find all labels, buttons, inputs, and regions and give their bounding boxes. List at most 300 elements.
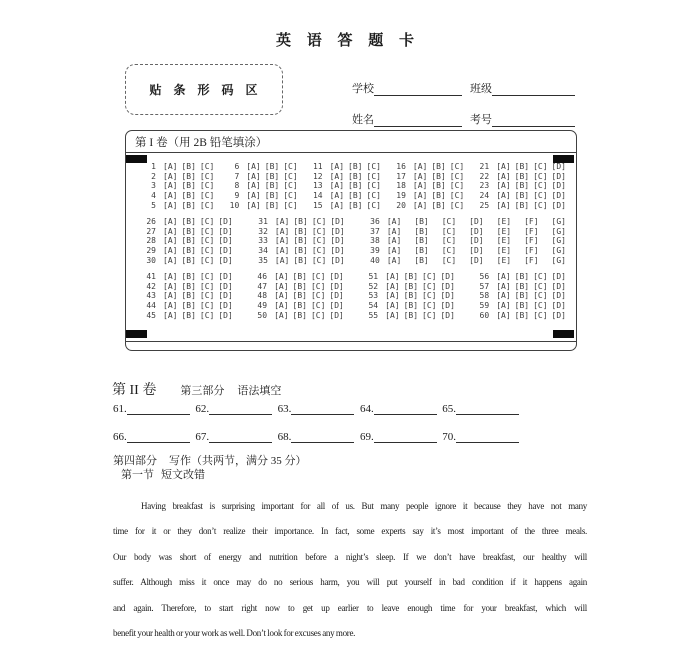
answer-bubble-40-G[interactable]: [G] [551, 255, 566, 265]
answer-bubble-24-A[interactable]: [A] [496, 191, 511, 201]
answer-bubble-3-A[interactable]: [A] [163, 181, 178, 191]
answer-bubble-25-D[interactable]: [D] [551, 200, 566, 210]
answer-bubble-21-A[interactable]: [A] [496, 162, 511, 172]
question-number-33: 33 [258, 236, 268, 246]
answer-bubble-40-C[interactable]: [C] [441, 255, 457, 265]
answer-bubble-47-B[interactable]: [B] [292, 281, 307, 291]
answer-bubble-30-B[interactable]: [B] [181, 255, 196, 265]
answer-bubble-37-B[interactable]: [B] [414, 226, 429, 236]
answer-bubble-44-D[interactable]: [D] [218, 301, 233, 311]
answer-bubble-51-C[interactable]: [C] [422, 272, 437, 282]
answer-bubble-13-C[interactable]: [C] [366, 181, 381, 191]
answer-bubble-16-A[interactable]: [A] [412, 162, 428, 172]
answer-bubble-30-D[interactable]: [D] [218, 255, 233, 265]
answer-bubble-17-A[interactable]: [A] [412, 171, 428, 181]
question-number-4: 4 [151, 191, 156, 201]
answer-bubble-58-D[interactable]: [D] [551, 291, 566, 301]
answer-bubble-57-A[interactable]: [A] [496, 281, 511, 291]
essay-line-6: benefit your health or your work as well. Don’t look for excuses any more. [113, 628, 356, 639]
answer-bubble-22-D[interactable]: [D] [551, 171, 566, 181]
answer-bubble-4-B[interactable]: [B] [181, 191, 196, 201]
answer-bubble-10-A[interactable]: [A] [246, 200, 261, 210]
answer-bubble-36-C[interactable]: [C] [441, 217, 457, 227]
answer-bubble-52-A[interactable]: [A] [385, 281, 400, 291]
blank-input-line-61[interactable] [127, 402, 190, 415]
answer-bubble-28-C[interactable]: [C] [199, 236, 215, 246]
answer-row-15 [309, 200, 381, 210]
blank-input-line-69[interactable] [374, 430, 437, 443]
answer-bubble-35-D[interactable]: [D] [330, 255, 345, 265]
answer-bubble-47-A[interactable]: [A] [274, 281, 289, 291]
answer-row-37 [366, 227, 566, 237]
answer-bubble-38-E[interactable]: [E] [496, 236, 512, 246]
answer-bubble-8-A[interactable]: [A] [246, 181, 261, 191]
answer-bubble-7-C[interactable]: [C] [283, 171, 298, 181]
blank-input-line-66[interactable] [127, 430, 190, 443]
answer-bubble-6-B[interactable]: [B] [264, 162, 280, 172]
answer-bubble-12-B[interactable]: [B] [348, 171, 363, 181]
answer-bubble-54-D[interactable]: [D] [440, 301, 455, 311]
answer-bubble-53-D[interactable]: [D] [440, 291, 455, 301]
answer-bubble-50-A[interactable]: [A] [274, 310, 289, 320]
answer-bubble-48-B[interactable]: [B] [292, 291, 307, 301]
answer-bubble-38-F[interactable]: [F] [524, 236, 539, 246]
answer-row-47 [253, 282, 344, 292]
answer-bubble-20-B[interactable]: [B] [431, 200, 446, 210]
answer-bubble-60-C[interactable]: [C] [533, 310, 548, 320]
answer-bubble-23-A[interactable]: [A] [496, 181, 511, 191]
answer-bubble-27-B[interactable]: [B] [181, 226, 196, 236]
question-number-45: 45 [146, 310, 156, 320]
answer-bubble-59-C[interactable]: [C] [533, 301, 548, 311]
answer-bubble-52-D[interactable]: [D] [440, 281, 455, 291]
answer-bubble-26-A[interactable]: [A] [163, 217, 178, 227]
answer-bubble-20-C[interactable]: [C] [449, 200, 465, 210]
answer-bubble-5-C[interactable]: [C] [199, 200, 215, 210]
answer-bubble-58-C[interactable]: [C] [533, 291, 548, 301]
answer-bubble-35-A[interactable]: [A] [274, 255, 290, 265]
answer-bubble-35-C[interactable]: [C] [311, 255, 327, 265]
answer-row-53 [364, 291, 455, 301]
answer-bubble-21-B[interactable]: [B] [514, 162, 530, 172]
answer-bubble-25-B[interactable]: [B] [514, 200, 530, 210]
answer-bubble-39-F[interactable]: [F] [524, 246, 539, 256]
answer-bubble-43-B[interactable]: [B] [181, 291, 196, 301]
answer-bubble-20-A[interactable]: [A] [412, 200, 428, 210]
answer-bubble-8-C[interactable]: [C] [283, 181, 298, 191]
answer-bubble-38-A[interactable]: [A] [386, 236, 402, 246]
answer-bubble-38-C[interactable]: [C] [441, 236, 457, 246]
answer-bubble-50-D[interactable]: [D] [329, 310, 344, 320]
answer-bubble-36-E[interactable]: [E] [496, 217, 512, 227]
answer-bubble-8-B[interactable]: [B] [264, 181, 280, 191]
answer-bubble-4-A[interactable]: [A] [163, 191, 178, 201]
answer-bubble-24-C[interactable]: [C] [533, 191, 548, 201]
answer-bubble-36-B[interactable]: [B] [414, 217, 429, 227]
answer-bubble-2-C[interactable]: [C] [199, 171, 215, 181]
answer-bubble-59-D[interactable]: [D] [551, 301, 566, 311]
answer-bubble-56-B[interactable]: [B] [514, 272, 530, 282]
answer-bubble-29-D[interactable]: [D] [218, 246, 233, 256]
answer-bubble-48-A[interactable]: [A] [274, 291, 289, 301]
blank-input-line-65[interactable] [456, 402, 519, 415]
answer-bubble-56-A[interactable]: [A] [496, 272, 511, 282]
grammar-blank-67 [195, 428, 272, 443]
answer-bubble-3-C[interactable]: [C] [199, 181, 215, 191]
blank-row-1 [113, 400, 519, 415]
answer-bubble-39-G[interactable]: [G] [551, 246, 566, 256]
answer-bubble-60-B[interactable]: [B] [514, 310, 530, 320]
answer-bubble-2-A[interactable]: [A] [163, 171, 178, 181]
grammar-blank-70 [442, 428, 519, 443]
answer-bubble-30-C[interactable]: [C] [199, 255, 215, 265]
answer-bubble-51-A[interactable]: [A] [385, 272, 400, 282]
answer-bubble-29-B[interactable]: [B] [181, 246, 196, 256]
answer-bubble-1-B[interactable]: [B] [181, 162, 196, 172]
exam-no-field [470, 111, 575, 127]
answer-bubble-47-D[interactable]: [D] [329, 281, 344, 291]
answer-bubble-49-D[interactable]: [D] [329, 301, 344, 311]
answer-row-24 [475, 191, 566, 201]
answer-bubble-11-A[interactable]: [A] [329, 162, 345, 172]
answer-bubble-39-B[interactable]: [B] [414, 246, 429, 256]
answer-row-35 [254, 255, 345, 265]
answer-bubble-21-C[interactable]: [C] [533, 162, 548, 172]
answer-bubble-34-B[interactable]: [B] [293, 246, 308, 256]
answer-bubble-32-A[interactable]: [A] [274, 226, 290, 236]
answer-row-2 [142, 172, 214, 182]
answer-bubble-13-A[interactable]: [A] [329, 181, 345, 191]
question-number-6: 6 [234, 162, 240, 172]
answer-bubble-17-B[interactable]: [B] [431, 171, 446, 181]
blank-input-line-68[interactable] [291, 430, 354, 443]
answer-bubble-55-A[interactable]: [A] [385, 310, 400, 320]
answer-bubble-54-C[interactable]: [C] [422, 301, 437, 311]
answer-bubble-33-A[interactable]: [A] [274, 236, 290, 246]
answer-bubble-37-D[interactable]: [D] [469, 226, 484, 236]
answer-bubble-6-C[interactable]: [C] [283, 162, 298, 172]
blank-number-63: 63. [277, 403, 292, 415]
answer-bubble-41-B[interactable]: [B] [181, 272, 196, 282]
answer-bubble-39-C[interactable]: [C] [441, 246, 457, 256]
answer-bubble-43-A[interactable]: [A] [163, 291, 178, 301]
answer-column-16-20 [392, 162, 464, 210]
answer-bubble-14-B[interactable]: [B] [348, 191, 363, 201]
answer-bubble-59-B[interactable]: [B] [514, 301, 530, 311]
question-number-43: 43 [146, 291, 156, 301]
answer-bubble-41-C[interactable]: [C] [199, 272, 215, 282]
answer-bubble-14-C[interactable]: [C] [366, 191, 381, 201]
answer-bubble-9-C[interactable]: [C] [283, 191, 298, 201]
answer-bubble-42-A[interactable]: [A] [163, 281, 178, 291]
answer-bubble-26-C[interactable]: [C] [199, 217, 215, 227]
blank-input-line-67[interactable] [209, 430, 272, 443]
answer-bubble-46-A[interactable]: [A] [274, 272, 289, 282]
answer-bubble-21-D[interactable]: [D] [551, 162, 566, 172]
answer-bubble-38-G[interactable]: [G] [551, 236, 566, 246]
answer-bubble-40-F[interactable]: [F] [524, 255, 539, 265]
answer-row-52 [364, 282, 455, 292]
answer-bubble-5-A[interactable]: [A] [163, 200, 178, 210]
answer-bubble-18-B[interactable]: [B] [431, 181, 446, 191]
page-title: 英 语 答 题 卡 [275, 33, 420, 49]
answer-bubble-42-C[interactable]: [C] [199, 281, 215, 291]
answer-bubble-18-C[interactable]: [C] [449, 181, 465, 191]
grammar-blank-61 [113, 400, 190, 415]
answer-bubble-12-C[interactable]: [C] [366, 171, 381, 181]
answer-bubble-31-C[interactable]: [C] [311, 217, 327, 227]
name-input-line[interactable] [374, 113, 462, 127]
answer-bubble-46-D[interactable]: [D] [329, 272, 344, 282]
answer-bubble-23-B[interactable]: [B] [514, 181, 530, 191]
answer-bubble-48-D[interactable]: [D] [329, 291, 344, 301]
answer-bubble-15-C[interactable]: [C] [366, 200, 381, 210]
answer-bubble-22-B[interactable]: [B] [514, 171, 530, 181]
answer-bubble-13-B[interactable]: [B] [348, 181, 363, 191]
answer-bubble-38-B[interactable]: [B] [414, 236, 429, 246]
answer-bubble-46-B[interactable]: [B] [292, 272, 307, 282]
answer-bubble-49-C[interactable]: [C] [310, 301, 326, 311]
answer-bubble-60-A[interactable]: [A] [496, 310, 511, 320]
answer-row-49 [253, 301, 344, 311]
answer-bubble-55-C[interactable]: [C] [422, 310, 437, 320]
answer-bubble-46-C[interactable]: [C] [310, 272, 326, 282]
answer-bubble-43-D[interactable]: [D] [218, 291, 233, 301]
answer-bubble-28-A[interactable]: [A] [163, 236, 178, 246]
answer-bubble-19-A[interactable]: [A] [412, 191, 428, 201]
answer-bubble-7-A[interactable]: [A] [246, 171, 261, 181]
answer-bubble-31-D[interactable]: [D] [330, 217, 345, 227]
answer-bubble-10-C[interactable]: [C] [283, 200, 298, 210]
class-input-line[interactable] [492, 82, 575, 96]
answer-bubble-36-A[interactable]: [A] [386, 217, 402, 227]
answer-bubble-9-A[interactable]: [A] [246, 191, 261, 201]
answer-bubble-9-B[interactable]: [B] [264, 191, 280, 201]
answer-row-3 [142, 181, 214, 191]
answer-bubble-53-B[interactable]: [B] [403, 291, 419, 301]
answer-bubble-40-A[interactable]: [A] [386, 255, 402, 265]
answer-bubble-16-B[interactable]: [B] [431, 162, 446, 172]
answer-bubble-26-B[interactable]: [B] [181, 217, 196, 227]
answer-bubble-27-C[interactable]: [C] [199, 226, 215, 236]
answer-bubble-51-B[interactable]: [B] [403, 272, 419, 282]
answer-bubble-5-B[interactable]: [B] [181, 200, 196, 210]
answer-bubble-7-B[interactable]: [B] [264, 171, 280, 181]
answer-bubble-2-B[interactable]: [B] [181, 171, 196, 181]
answer-bubble-15-A[interactable]: [A] [329, 200, 345, 210]
answer-bubble-45-C[interactable]: [C] [199, 310, 215, 320]
answer-bubble-31-B[interactable]: [B] [293, 217, 308, 227]
answer-bubble-44-C[interactable]: [C] [199, 301, 215, 311]
answer-bubble-26-D[interactable]: [D] [218, 217, 233, 227]
answer-bubble-15-B[interactable]: [B] [348, 200, 363, 210]
answer-bubble-1-C[interactable]: [C] [199, 162, 215, 172]
answer-bubble-14-A[interactable]: [A] [329, 191, 345, 201]
school-field [352, 80, 462, 96]
answer-bubble-18-A[interactable]: [A] [412, 181, 428, 191]
answer-bubble-32-D[interactable]: [D] [330, 226, 345, 236]
answer-bubble-32-B[interactable]: [B] [293, 226, 308, 236]
answer-bubble-16-C[interactable]: [C] [449, 162, 465, 172]
answer-column-36-40 [366, 217, 566, 265]
answer-bubble-54-A[interactable]: [A] [385, 301, 400, 311]
answer-bubble-32-C[interactable]: [C] [311, 226, 327, 236]
answer-bubble-48-C[interactable]: [C] [310, 291, 326, 301]
answer-bubble-1-A[interactable]: [A] [163, 162, 178, 172]
answer-bubble-29-C[interactable]: [C] [199, 246, 215, 256]
answer-bubble-37-E[interactable]: [E] [496, 226, 512, 236]
answer-bubble-19-C[interactable]: [C] [449, 191, 465, 201]
answer-bubble-55-D[interactable]: [D] [440, 310, 455, 320]
exam-no-input-line[interactable] [492, 113, 575, 127]
answer-bubble-49-B[interactable]: [B] [292, 301, 307, 311]
answer-bubble-44-A[interactable]: [A] [163, 301, 178, 311]
answer-bubble-45-D[interactable]: [D] [218, 310, 233, 320]
question-number-2: 2 [151, 171, 156, 181]
answer-bubble-44-B[interactable]: [B] [181, 301, 196, 311]
answer-bubble-45-A[interactable]: [A] [163, 310, 178, 320]
answer-bubble-39-E[interactable]: [E] [496, 246, 512, 256]
answer-bubble-37-F[interactable]: [F] [524, 226, 539, 236]
answer-bubble-37-G[interactable]: [G] [551, 226, 566, 236]
blank-input-line-62[interactable] [209, 402, 272, 415]
answer-column-11-15 [309, 162, 381, 210]
answer-bubble-41-D[interactable]: [D] [218, 272, 233, 282]
answer-bubble-56-D[interactable]: [D] [551, 272, 566, 282]
blank-input-line-64[interactable] [374, 402, 437, 415]
answer-bubble-36-F[interactable]: [F] [524, 217, 539, 227]
school-input-line[interactable] [374, 82, 462, 96]
answer-row-21 [475, 162, 566, 172]
question-number-1: 1 [151, 162, 156, 172]
answer-bubble-60-D[interactable]: [D] [551, 310, 566, 320]
answer-bubble-10-B[interactable]: [B] [264, 200, 280, 210]
answer-bubble-45-B[interactable]: [B] [181, 310, 196, 320]
answer-bubble-17-C[interactable]: [C] [449, 171, 465, 181]
answer-bubble-28-B[interactable]: [B] [181, 236, 196, 246]
answer-bubble-51-D[interactable]: [D] [440, 272, 455, 282]
answer-bubble-58-A[interactable]: [A] [496, 291, 511, 301]
answer-bubble-29-A[interactable]: [A] [163, 246, 178, 256]
answer-bubble-23-C[interactable]: [C] [533, 181, 548, 191]
answer-bubble-43-C[interactable]: [C] [199, 291, 215, 301]
answer-row-22 [475, 172, 566, 182]
section4-name: 写作（共两节，满分 35 分） [169, 455, 307, 467]
answer-bubble-24-B[interactable]: [B] [514, 191, 530, 201]
answer-bubble-40-E[interactable]: [E] [496, 255, 512, 265]
answer-column-31-35 [254, 217, 345, 265]
answer-bubble-36-G[interactable]: [G] [551, 217, 566, 227]
answer-row-18 [392, 181, 464, 191]
answer-bubble-19-B[interactable]: [B] [431, 191, 446, 201]
answer-bubble-34-D[interactable]: [D] [330, 246, 345, 256]
answer-bubble-41-A[interactable]: [A] [163, 272, 178, 282]
answer-bubble-34-A[interactable]: [A] [274, 246, 290, 256]
answer-bubble-50-B[interactable]: [B] [292, 310, 307, 320]
answer-bubble-33-C[interactable]: [C] [311, 236, 327, 246]
answer-row-7 [225, 172, 297, 182]
answer-bubble-36-D[interactable]: [D] [469, 217, 484, 227]
answer-bubble-31-A[interactable]: [A] [274, 217, 290, 227]
answer-bubble-11-C[interactable]: [C] [366, 162, 381, 172]
question-number-14: 14 [312, 191, 323, 201]
answer-bubble-24-D[interactable]: [D] [551, 191, 566, 201]
answer-bubble-34-C[interactable]: [C] [311, 246, 327, 256]
answer-bubble-33-B[interactable]: [B] [293, 236, 308, 246]
answer-bubble-12-A[interactable]: [A] [329, 171, 345, 181]
answer-row-55 [364, 310, 455, 320]
grammar-blank-63 [278, 400, 355, 415]
question-number-50: 50 [257, 310, 268, 320]
answer-bubble-22-C[interactable]: [C] [533, 171, 548, 181]
answer-bubble-4-C[interactable]: [C] [199, 191, 215, 201]
answer-row-39 [366, 246, 566, 256]
answer-bubble-59-A[interactable]: [A] [496, 301, 511, 311]
blank-input-line-63[interactable] [291, 402, 354, 415]
answer-row-27 [142, 227, 233, 237]
answer-bubble-53-A[interactable]: [A] [385, 291, 400, 301]
question-number-22: 22 [479, 171, 490, 181]
answer-bubble-50-C[interactable]: [C] [310, 310, 326, 320]
question-number-27: 27 [146, 226, 156, 236]
answer-bubble-23-D[interactable]: [D] [551, 181, 566, 191]
answer-bubble-55-B[interactable]: [B] [403, 310, 419, 320]
answer-bubble-57-C[interactable]: [C] [533, 281, 548, 291]
answer-bubble-25-C[interactable]: [C] [533, 200, 548, 210]
essay-line-1: Having breakfast is surprising important for all of us. But many people ignore it because they have not many [141, 501, 587, 511]
answer-bubble-30-A[interactable]: [A] [163, 255, 178, 265]
answer-bubble-28-D[interactable]: [D] [218, 236, 233, 246]
answer-bubble-27-D[interactable]: [D] [218, 226, 233, 236]
answer-column-41-45 [142, 272, 233, 320]
essay-line-2: time for it or they don’t realize their importance. In fact, some experts say it’s most important of the three meals. [113, 526, 587, 537]
answer-bubble-57-D[interactable]: [D] [551, 281, 566, 291]
answer-bubble-47-C[interactable]: [C] [310, 281, 326, 291]
answer-row-16 [392, 162, 464, 172]
answer-bubble-40-B[interactable]: [B] [414, 255, 429, 265]
answer-bubble-52-C[interactable]: [C] [422, 281, 437, 291]
answer-bubble-38-D[interactable]: [D] [469, 236, 484, 246]
answer-bubble-42-D[interactable]: [D] [218, 281, 233, 291]
answer-row-45 [142, 310, 233, 320]
answer-row-41 [142, 272, 233, 282]
answer-bubble-49-A[interactable]: [A] [274, 301, 289, 311]
grammar-blank-68 [278, 428, 355, 443]
answer-bubble-56-C[interactable]: [C] [533, 272, 548, 282]
answer-bubble-27-A[interactable]: [A] [163, 226, 178, 236]
answer-bubble-37-C[interactable]: [C] [441, 226, 457, 236]
answer-bubble-22-A[interactable]: [A] [496, 171, 511, 181]
answer-bubble-33-D[interactable]: [D] [330, 236, 345, 246]
answer-column-1-5 [142, 162, 214, 210]
answer-bubble-25-A[interactable]: [A] [496, 200, 511, 210]
answer-bubble-58-B[interactable]: [B] [514, 291, 530, 301]
answer-bubble-6-A[interactable]: [A] [246, 162, 261, 172]
answer-bubble-39-A[interactable]: [A] [386, 246, 402, 256]
answer-bubble-39-D[interactable]: [D] [469, 246, 484, 256]
answer-bubble-52-B[interactable]: [B] [403, 281, 419, 291]
answer-bubble-37-A[interactable]: [A] [386, 226, 402, 236]
answer-bubble-53-C[interactable]: [C] [422, 291, 437, 301]
answer-bubble-35-B[interactable]: [B] [293, 255, 308, 265]
answer-bubble-3-B[interactable]: [B] [181, 181, 196, 191]
answer-bubble-11-B[interactable]: [B] [348, 162, 363, 172]
answer-bubble-40-D[interactable]: [D] [469, 255, 484, 265]
answer-bubble-57-B[interactable]: [B] [514, 281, 530, 291]
answer-bubble-42-B[interactable]: [B] [181, 281, 196, 291]
answer-bubble-54-B[interactable]: [B] [403, 301, 419, 311]
blank-input-line-70[interactable] [456, 430, 519, 443]
